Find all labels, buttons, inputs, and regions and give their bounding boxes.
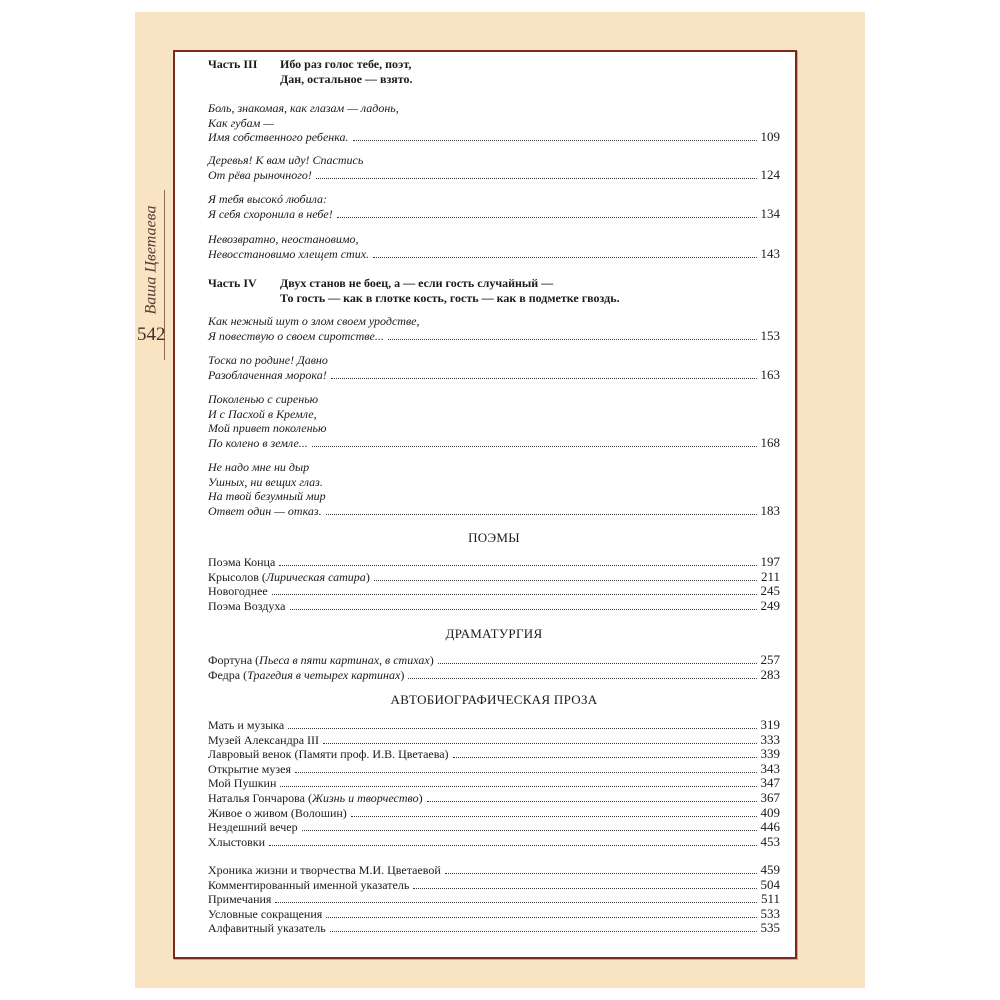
dot-leader: [316, 178, 757, 179]
epigraph-line: То гость — как в глотке кость, гость — как в подметке гвоздь.: [280, 291, 620, 305]
part-label: Часть III: [208, 57, 258, 71]
toc-list: [208, 718, 780, 849]
dot-leader: [453, 757, 757, 758]
entry-title: Мой Пушкин: [208, 776, 277, 791]
poem-line: Поколенью с сиренью: [208, 392, 319, 406]
entry-close: ): [429, 653, 434, 667]
poem-entry[interactable]: [208, 153, 780, 182]
page-ref: 339: [760, 746, 780, 762]
toc-entry[interactable]: [208, 718, 780, 733]
toc-entry[interactable]: [208, 555, 780, 570]
poem-line: Не надо мне ни дыр: [208, 460, 310, 474]
dot-leader: [295, 772, 757, 773]
poem-line: И с Пасхой в Кремле,: [208, 406, 317, 421]
toc-entry[interactable]: [208, 584, 780, 599]
poem-line: Невозвратно, неостановимо,: [208, 232, 359, 246]
dot-leader: [331, 378, 757, 379]
dot-leader: [413, 888, 756, 889]
part-epigraph: [280, 276, 780, 306]
dot-leader: [323, 743, 756, 744]
toc-list: [208, 555, 780, 613]
section-title: АВТОБИОГРАФИЧЕСКАЯ ПРОЗА: [390, 692, 598, 707]
page-ref: 343: [760, 760, 780, 776]
poem-line: На твой безумный мир: [208, 489, 326, 504]
dot-leader: [279, 565, 756, 566]
entry-title: Лавровый венок (Памяти проф. И.В. Цветаева): [208, 747, 449, 762]
page-ref: 249: [760, 597, 780, 613]
toc-entry[interactable]: [208, 668, 780, 683]
dot-leader: [312, 446, 757, 447]
page-ref: 168: [760, 434, 780, 450]
entry-title: Живое о живом (Волошин): [208, 805, 347, 820]
poem-entry[interactable]: [208, 460, 780, 518]
toc-entry[interactable]: [208, 820, 780, 835]
entry-subtitle: Жизнь и творчество: [311, 790, 419, 805]
toc-entry[interactable]: [208, 776, 780, 791]
entry-title: Условные сокращения: [208, 906, 323, 921]
page-ref: 257: [760, 652, 780, 667]
toc-list: [208, 653, 780, 682]
toc-entry[interactable]: [208, 653, 780, 668]
dot-leader: [330, 931, 757, 932]
toc-entry[interactable]: [208, 863, 780, 878]
entry-title: Хроника жизни и творчества М.И. Цветаевой: [208, 863, 441, 877]
page-ref: 533: [760, 905, 780, 921]
entry-title: Комментированный именной указатель: [208, 877, 410, 892]
page-ref: 183: [760, 502, 780, 518]
entry-title: Крысолов (: [208, 569, 266, 584]
dot-leader: [427, 801, 757, 802]
poem-line: Ответ один — отказ.: [208, 503, 322, 518]
dot-leader: [445, 873, 757, 874]
entry-title: Хлыстовки: [208, 834, 266, 849]
poem-entry[interactable]: [208, 392, 780, 450]
dot-leader: [269, 845, 756, 846]
page-ref: 134: [760, 205, 780, 221]
page-ref: 347: [760, 775, 780, 791]
dot-leader: [353, 140, 757, 141]
entry-title: Фортуна (: [208, 653, 260, 667]
toc-entry[interactable]: [208, 921, 780, 936]
entry-title: Музей Александра III: [208, 732, 320, 747]
poem-entry[interactable]: [208, 192, 780, 221]
part-epigraph: [280, 57, 780, 87]
dot-leader: [280, 786, 756, 787]
page-ref: 163: [760, 366, 780, 382]
poem-line: Как губам —: [208, 115, 274, 130]
dot-leader: [408, 678, 756, 679]
poem-line: Ушных, ни вещих глаз.: [208, 474, 323, 489]
section-title: ДРАМАТУРГИЯ: [445, 626, 543, 641]
poem-line: Боль, знакомая, как глазам — ладонь,: [208, 101, 399, 115]
page-ref: 153: [760, 327, 780, 343]
dot-leader: [326, 514, 757, 515]
poem-line: Деревья! К вам иду! Спастись: [208, 153, 364, 167]
toc-entry[interactable]: [208, 747, 780, 762]
entry-close: ): [365, 569, 370, 584]
epigraph-line: Дан, остальное — взято.: [280, 72, 413, 86]
section-title: ПОЭМЫ: [468, 530, 520, 545]
entry-title: Примечания: [208, 892, 272, 907]
toc-entry[interactable]: [208, 570, 780, 585]
poem-entry[interactable]: [208, 353, 780, 382]
poem-entry[interactable]: [208, 314, 780, 343]
entry-title: Наталья Гончарова (: [208, 790, 312, 805]
entry-close: ): [418, 790, 423, 805]
dot-leader: [438, 663, 757, 664]
part-heading: [208, 57, 780, 87]
page-ref: 143: [760, 245, 780, 261]
toc-entry[interactable]: [208, 892, 780, 907]
dot-leader: [351, 816, 757, 817]
dot-leader: [288, 728, 756, 729]
entry-close: ): [400, 667, 405, 682]
page-ref: 211: [760, 568, 780, 584]
page-ref: 124: [760, 166, 780, 182]
part-heading: [208, 276, 780, 306]
page-ref: 535: [760, 920, 780, 936]
page-ref: 333: [760, 731, 780, 747]
poem-line: Мой привет поколенью: [208, 421, 327, 436]
poem-line: От рёва рыночного!: [208, 167, 312, 182]
toc-entry[interactable]: [208, 762, 780, 777]
page-ref: 367: [760, 789, 780, 805]
dot-leader: [326, 917, 756, 918]
dot-leader: [272, 594, 757, 595]
poem-entry[interactable]: [208, 101, 780, 145]
part-label: Часть IV: [208, 276, 257, 290]
entry-title: Открытие музея: [208, 761, 291, 776]
poem-line: Разоблаченная морока!: [208, 367, 327, 382]
page-ref: 245: [760, 583, 780, 599]
poem-entry[interactable]: [208, 232, 780, 261]
entry-subtitle: Лирическая сатира: [265, 569, 366, 584]
page-ref: 409: [760, 804, 780, 820]
page-ref: 446: [760, 819, 780, 835]
dot-leader: [337, 217, 757, 218]
page-ref: 459: [760, 862, 780, 877]
running-title: [140, 200, 162, 320]
toc-entry[interactable]: [208, 907, 780, 922]
poem-line: Невосстановимо хлещет стих.: [208, 246, 370, 261]
epigraph-line: Ибо раз голос тебе, поэт,: [280, 57, 412, 71]
page-ref: 453: [760, 833, 780, 849]
toc-entry[interactable]: [208, 599, 780, 614]
toc-entry[interactable]: [208, 878, 780, 893]
poem-line: Имя собственного ребенка.: [208, 130, 349, 145]
toc-entry[interactable]: [208, 835, 780, 850]
entry-title: Мать и музыка: [208, 718, 285, 732]
entry-title: Алфавитный указатель: [208, 921, 326, 936]
toc-entry[interactable]: [208, 733, 780, 748]
toc-entry[interactable]: [208, 806, 780, 821]
entry-title: Федра (: [208, 667, 248, 682]
toc-entry[interactable]: [208, 791, 780, 806]
poem-line: Тоска по родине! Давно: [208, 353, 328, 367]
page-ref: 504: [760, 876, 780, 892]
poem-line: Я повествую о своем сиротстве...: [208, 328, 384, 343]
epigraph-line: Двух станов не боец, а — если гость случайный —: [280, 276, 554, 290]
dot-leader: [290, 609, 757, 610]
page-ref: 197: [760, 554, 780, 569]
appendix-list: [208, 863, 780, 936]
page-ref: 283: [760, 666, 780, 682]
dot-leader: [275, 902, 757, 903]
running-title-text: Ваша Цветаева: [142, 205, 159, 315]
page-number: 542: [137, 324, 166, 345]
dot-leader: [373, 257, 756, 258]
entry-title: Новогоднее: [208, 584, 268, 599]
entry-title: Поэма Воздуха: [208, 598, 286, 613]
poem-line: Я себя схоронила в небе!: [208, 206, 333, 221]
poem-line: Как нежный шут о злом своем уродстве,: [208, 314, 420, 328]
entry-title: Нездешний вечер: [208, 820, 298, 835]
entry-title: Поэма Конца: [208, 555, 276, 569]
dot-leader: [388, 339, 757, 340]
dot-leader: [374, 580, 757, 581]
page-ref: 319: [760, 717, 780, 732]
page-ref: 109: [760, 129, 780, 145]
page-ref: 511: [760, 891, 780, 907]
entry-subtitle: Трагедия в четырех картинах: [247, 667, 401, 682]
entry-subtitle: Пьеса в пяти картинах, в стихах: [259, 653, 430, 667]
poem-line: По колено в земле...: [208, 435, 308, 450]
poem-line: Я тебя высокó любила:: [208, 192, 327, 206]
dot-leader: [302, 830, 757, 831]
